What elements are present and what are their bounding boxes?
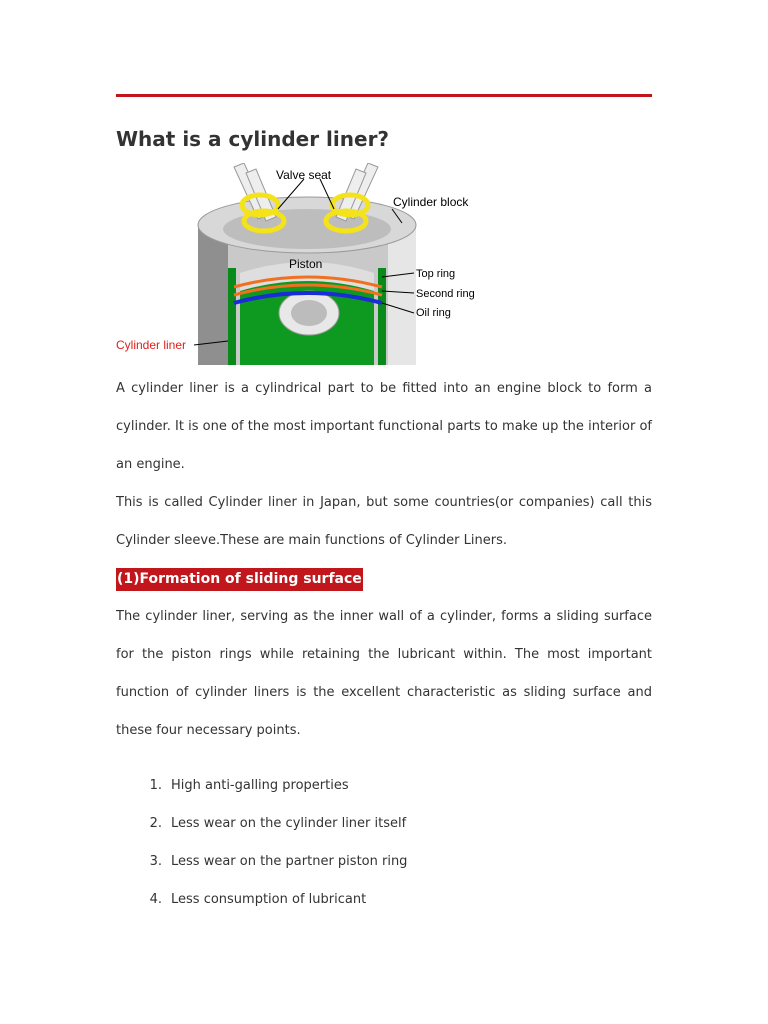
header-rule — [116, 94, 652, 97]
list-number: 3. — [149, 854, 162, 869]
label-oil-ring: Oil ring — [416, 307, 451, 319]
list-text: Less wear on the partner piston ring — [171, 854, 408, 869]
label-valve-seat: Valve seat — [276, 168, 332, 182]
list-item — [116, 767, 652, 805]
section-heading: (1)Formation of sliding surface — [116, 568, 363, 591]
list-text: Less wear on the cylinder liner itself — [171, 816, 407, 831]
section-paragraph: The cylinder liner, serving as the inner wall of a cylinder, forms a sliding surface for the piston rings while retaining the lubricant within. The most important function of cylinder liners is the excellent characteristic as sliding surface and these four necessary points. — [116, 609, 652, 738]
label-cylinder-liner: Cylinder liner — [116, 338, 187, 352]
list-number: 1. — [149, 778, 162, 793]
list-number: 2. — [149, 816, 162, 831]
label-second-ring: Second ring — [416, 288, 475, 300]
label-cylinder-block: Cylinder block — [393, 195, 469, 209]
label-piston: Piston — [289, 257, 323, 271]
list-item — [116, 843, 652, 881]
cylinder-liner-diagram — [116, 163, 480, 365]
list-text: Less consumption of lubricant — [171, 892, 367, 907]
list-text: High anti-galling properties — [171, 778, 349, 793]
intro-paragraph-1: A cylinder liner is a cylindrical part to be fitted into an engine block to form a cylinder. It is one of the most important functional parts to make up the interior of an engine. — [116, 381, 652, 472]
list-item — [116, 881, 652, 919]
label-top-ring: Top ring — [416, 268, 456, 280]
article-title: What is a cylinder liner? — [116, 127, 390, 151]
intro-paragraph-2: This is called Cylinder liner in Japan, but some countries(or companies) call this Cylinder sleeve.These are main functions of Cylinder Liners. — [116, 495, 652, 548]
list-number: 4. — [149, 892, 162, 907]
list-item — [116, 805, 652, 843]
points-list — [116, 767, 652, 919]
